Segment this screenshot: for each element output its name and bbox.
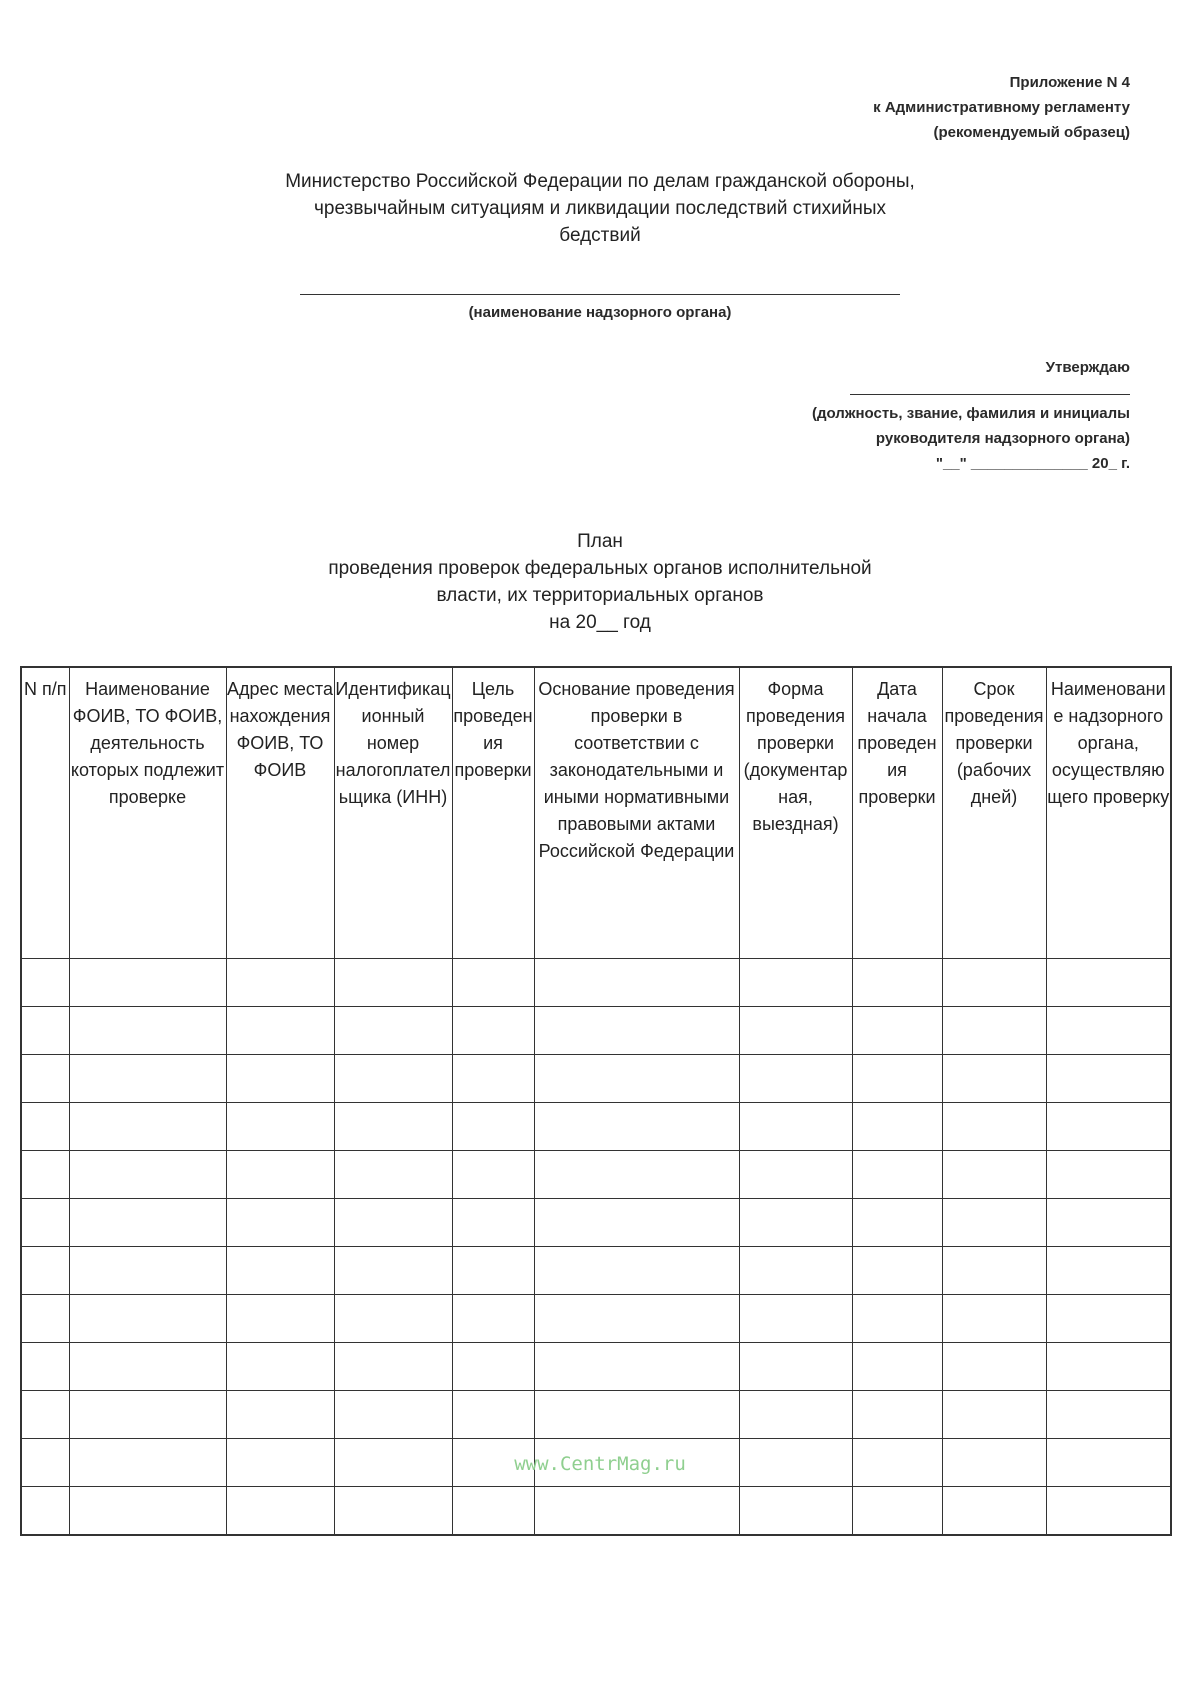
table-cell: [334, 1055, 452, 1103]
table-row: [21, 1103, 1171, 1151]
table-cell: [452, 1199, 534, 1247]
header-form: Форма проведения проверки (документарная, выездная): [739, 667, 852, 959]
table-header-row: [21, 667, 1171, 959]
table-cell: [452, 1391, 534, 1439]
table-cell: [334, 1343, 452, 1391]
header-start-date: Дата начала проведения проверки: [852, 667, 942, 959]
table-cell: [739, 1487, 852, 1536]
table-cell: [226, 1247, 334, 1295]
table-cell: [69, 1487, 226, 1536]
table-cell: [1046, 1199, 1171, 1247]
table-cell: [452, 1055, 534, 1103]
table-cell: [739, 1295, 852, 1343]
table-cell: [21, 1391, 69, 1439]
table-cell: [739, 1391, 852, 1439]
header-foiv-name: Наименование ФОИВ, ТО ФОИВ, деятельность которых подлежит проверке: [69, 667, 226, 959]
table-cell: [942, 1343, 1046, 1391]
table-cell: [534, 1007, 739, 1055]
table-cell: [739, 1247, 852, 1295]
table-cell: [942, 1391, 1046, 1439]
approve-signature-line: [850, 394, 1130, 395]
table-row: [21, 1343, 1171, 1391]
table-cell: [69, 1391, 226, 1439]
table-cell: [69, 1247, 226, 1295]
header-inn: Идентификационный номер налогоплательщика (ИНН): [334, 667, 452, 959]
table-cell: [1046, 1295, 1171, 1343]
table-cell: [852, 1151, 942, 1199]
inspection-plan-table: [20, 666, 1172, 1536]
table-cell: [334, 1103, 452, 1151]
table-row: [21, 1487, 1171, 1536]
table-cell: [1046, 1343, 1171, 1391]
table-cell: [534, 1151, 739, 1199]
table-cell: [69, 1151, 226, 1199]
appendix-sample-note: (рекомендуемый образец): [933, 124, 1130, 141]
table-cell: [1046, 1055, 1171, 1103]
table-cell: [334, 959, 452, 1007]
table-cell: [942, 1247, 1046, 1295]
plan-year: на 20__ год: [549, 612, 651, 633]
table-cell: [852, 1295, 942, 1343]
table-cell: [942, 1055, 1046, 1103]
table-cell: [739, 1103, 852, 1151]
ministry-name: Министерство Российской Федерации по делам гражданской обороны, чрезвычайным ситуациям и ликвидации последствий стихийных бедствий: [285, 171, 915, 246]
table-cell: [21, 1055, 69, 1103]
table-cell: [21, 1247, 69, 1295]
table-cell: [21, 1295, 69, 1343]
table-cell: [21, 1199, 69, 1247]
table-cell: [942, 1007, 1046, 1055]
header-duration: Срок проведения проверки (рабочих дней): [942, 667, 1046, 959]
table-cell: [534, 1295, 739, 1343]
table-cell: [334, 1007, 452, 1055]
table-cell: [226, 1343, 334, 1391]
table-cell: [21, 1151, 69, 1199]
plan-heading: [300, 528, 900, 636]
table-cell: [452, 1151, 534, 1199]
table-cell: [334, 1487, 452, 1536]
table-cell: [942, 1103, 1046, 1151]
table-row: [21, 1151, 1171, 1199]
table-cell: [852, 1247, 942, 1295]
table-row: [21, 1391, 1171, 1439]
org-name-caption: (наименование надзорного органа): [468, 304, 732, 321]
table-cell: [534, 1487, 739, 1536]
table-cell: [226, 1103, 334, 1151]
table-cell: [334, 1391, 452, 1439]
header-basis: Основание проведения проверки в соответствии с законодательными и иными нормативными правовыми актами Российской Федерации: [534, 667, 739, 959]
table-cell: [739, 1439, 852, 1487]
org-name-line: [300, 294, 900, 295]
table-cell: [21, 1103, 69, 1151]
table-cell: [226, 1295, 334, 1343]
table-cell: [852, 1487, 942, 1536]
table-row: [21, 959, 1171, 1007]
table-cell: [226, 1439, 334, 1487]
table-cell: [452, 1295, 534, 1343]
appendix-header: [630, 70, 1130, 145]
table-cell: [226, 1007, 334, 1055]
table-cell: [69, 1055, 226, 1103]
table-cell: [226, 959, 334, 1007]
table-cell: [334, 1295, 452, 1343]
table-row: [21, 1295, 1171, 1343]
header-purpose: Цель проведения проверки: [452, 667, 534, 959]
table-cell: [942, 1295, 1046, 1343]
table-cell: [942, 1151, 1046, 1199]
table-cell: [852, 1055, 942, 1103]
header-address: Адрес места нахождения ФОИВ, ТО ФОИВ: [226, 667, 334, 959]
table-cell: [21, 1439, 69, 1487]
table-cell: [1046, 1487, 1171, 1536]
table-cell: [452, 1103, 534, 1151]
table-row: [21, 1247, 1171, 1295]
table-cell: [739, 1055, 852, 1103]
table-cell: [1046, 1391, 1171, 1439]
header-number: N п/п: [21, 667, 69, 959]
table-cell: [534, 959, 739, 1007]
table-cell: [1046, 1103, 1171, 1151]
plan-subtitle: проведения проверок федеральных органов исполнительной власти, их территориальных органов: [328, 558, 872, 606]
table-cell: [226, 1151, 334, 1199]
table-cell: [942, 1487, 1046, 1536]
table-cell: [452, 1343, 534, 1391]
table-cell: [452, 1247, 534, 1295]
table-cell: [226, 1487, 334, 1536]
table-cell: [534, 1343, 739, 1391]
approve-word: Утверждаю: [1045, 359, 1130, 376]
table-cell: [739, 1199, 852, 1247]
table-cell: [452, 1487, 534, 1536]
table-cell: [942, 959, 1046, 1007]
table-cell: [1046, 959, 1171, 1007]
table-cell: [1046, 1007, 1171, 1055]
table-cell: [69, 1199, 226, 1247]
table-cell: [1046, 1439, 1171, 1487]
table-cell: [226, 1391, 334, 1439]
table-cell: [852, 1103, 942, 1151]
appendix-number: Приложение N 4: [1009, 74, 1130, 91]
approval-block: [790, 355, 1130, 476]
table-cell: [534, 1199, 739, 1247]
header-authority: Наименование надзорного органа, осуществляющего проверку: [1046, 667, 1171, 959]
table-cell: [226, 1055, 334, 1103]
table-cell: [21, 1343, 69, 1391]
table-cell: [852, 1199, 942, 1247]
table-cell: [942, 1199, 1046, 1247]
table-row: [21, 1199, 1171, 1247]
table-cell: [534, 1103, 739, 1151]
table-cell: [942, 1439, 1046, 1487]
table-cell: [739, 1151, 852, 1199]
table-cell: [534, 1247, 739, 1295]
watermark: www.CentrMag.ru: [514, 1453, 686, 1475]
appendix-regulation: к Административному регламенту: [873, 99, 1130, 116]
table-cell: [739, 1343, 852, 1391]
table-cell: [69, 1007, 226, 1055]
table-cell: [534, 1055, 739, 1103]
table-cell: [852, 1439, 942, 1487]
table-cell: [852, 1343, 942, 1391]
table-cell: [69, 1103, 226, 1151]
table-cell: [739, 1007, 852, 1055]
table-body: [21, 959, 1171, 1536]
table-row: [21, 1055, 1171, 1103]
table-cell: [852, 959, 942, 1007]
approve-caption: (должность, звание, фамилия и инициалы руководителя надзорного органа): [812, 405, 1130, 447]
table-cell: [852, 1391, 942, 1439]
table-cell: [739, 959, 852, 1007]
table-cell: [852, 1007, 942, 1055]
table-cell: [69, 959, 226, 1007]
table-cell: [452, 1007, 534, 1055]
table-cell: [334, 1439, 452, 1487]
table-cell: [21, 1007, 69, 1055]
table-cell: [1046, 1247, 1171, 1295]
table-cell: [334, 1151, 452, 1199]
table-cell: [334, 1199, 452, 1247]
table-cell: [69, 1439, 226, 1487]
plan-title: План: [577, 531, 623, 552]
table-cell: [69, 1295, 226, 1343]
table-cell: [534, 1391, 739, 1439]
table-cell: [1046, 1151, 1171, 1199]
table-cell: [21, 1487, 69, 1536]
table-cell: [21, 959, 69, 1007]
table-cell: [226, 1199, 334, 1247]
table-cell: [69, 1343, 226, 1391]
table-cell: [452, 959, 534, 1007]
table-cell: [334, 1247, 452, 1295]
table-row: [21, 1007, 1171, 1055]
approve-date: "__" ______________ 20_ г.: [935, 455, 1130, 472]
